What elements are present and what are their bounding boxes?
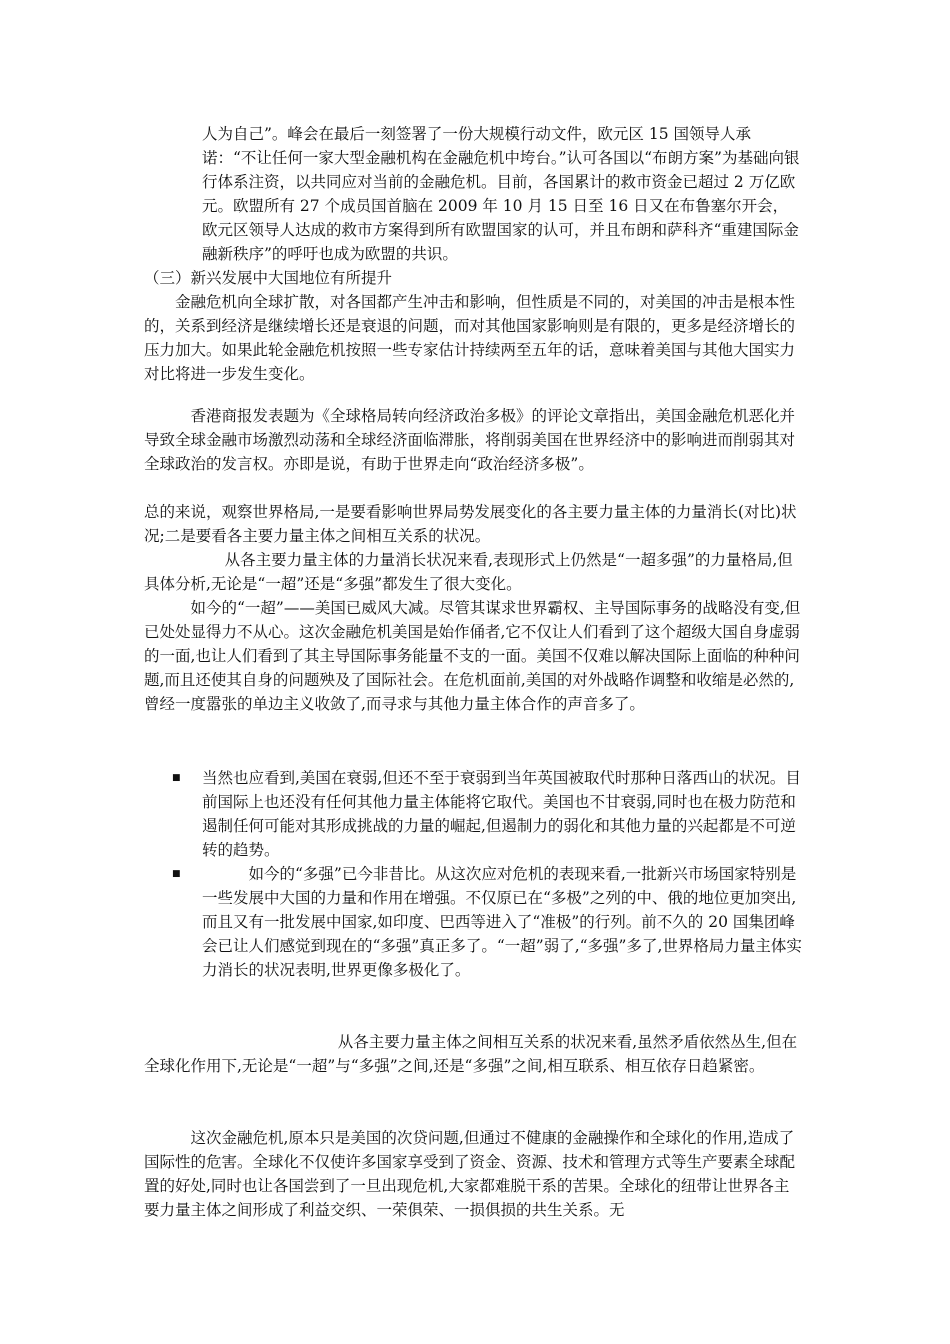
- bullet-text: 如今的“多强”已今非昔比。从这次应对危机的表现来看,一批新兴市场国家特别是一些发展中大国的力量和作用在增强。不仅原已在“多极”之列的中、俄的地位更加突出,而且又有一批发展中国家,如印度、巴西等进入了“准极”的行列。前不久的 20 国集团峰会已让人们感觉到现在的“多强”真正多了。“一超”弱了,“多强”多了,世界格局力量主体实力消长的状况表明,世界更像多极化了。: [202, 865, 802, 979]
- paragraph-power-change: 从各主要力量主体的力量消长状况来看,表现形式上仍然是“一超多强”的力量格局,但具体分析,无论是“一超”还是“多强”都发生了很大变化。: [144, 551, 793, 593]
- bullet-marker: ■: [172, 773, 181, 783]
- paragraph-crisis: 这次金融危机,原本只是美国的次贷问题,但通过不健康的金融操作和全球化的作用,造成了国际性的危害。全球化不仅使许多国家享受到了资金、资源、技术和管理方式等生产要素全球配置的好处,同时也让各国尝到了一旦出现危机,大家都难脱干系的苦果。全球化的纽带让世界各主要力量主体之间形成了利益交织、一荣俱荣、一损俱损的共生关系。无: [144, 1129, 796, 1219]
- paragraph-impact: 金融危机向全球扩散，对各国都产生冲击和影响，但性质是不同的，对美国的冲击是根本性的，关系到经济是继续增长还是衰退的问题，而对其他国家影响则是有限的，更多是经济增长的压力加大。如果此轮金融危机按照一些专家估计持续两至五年的话，意味着美国与其他大国实力对比将进一步发生变化。: [144, 293, 796, 383]
- bullet-text: 当然也应看到,美国在衰弱,但还不至于衰弱到当年英国被取代时那种日落西山的状况。目前国际上也还没有任何其他力量主体能将它取代。美国也不甘衰弱,同时也在极力防范和遏制任何可能对其形成挑战的力量的崛起,但遏制力的弱化和其他力量的兴起都是不可逆转的趋势。: [202, 769, 801, 859]
- paragraph-summary: 总的来说，观察世界格局,一是要看影响世界局势发展变化的各主要力量主体的力量消长(对比)状况;二是要看各主要力量主体之间相互关系的状况。: [144, 503, 797, 545]
- paragraph-superpower: 如今的“一超”——美国已威风大减。尽管其谋求世界霸权、主导国际事务的战略没有变,但已处处显得力不从心。这次金融危机美国是始作俑者,它不仅让人们看到了这个超级大国自身虚弱的一面,也让人们看到了其主导国际事务能量不支的一面。美国不仅难以解决国际上面临的种种问题,而且还使其自身的问题殃及了国际社会。在危机面前,美国的对外战略作调整和收缩是必然的,曾经一度嚣张的单边主义收敛了,而寻求与其他力量主体合作的声音多了。: [144, 599, 801, 713]
- bullet-list: [172, 766, 804, 982]
- bullet-marker: ■: [172, 869, 181, 879]
- list-item: [172, 862, 804, 982]
- list-item: [172, 766, 804, 862]
- section-heading: （三）新兴发展中大国地位有所提升: [144, 269, 393, 287]
- paragraph-hongkong: 香港商报发表题为《全球格局转向经济政治多极》的评论文章指出，美国金融危机恶化并导致全球金融市场激烈动荡和全球经济面临滞胀，将削弱美国在世界经济中的影响进而削弱其对全球政治的发言权。亦即是说，有助于世界走向“政治经济多极”。: [144, 407, 796, 473]
- paragraph-relations: 从各主要力量主体之间相互关系的状况来看,虽然矛盾依然丛生,但在全球化作用下,无论是“一超”与“多强”之间,还是“多强”之间,相互联系、相互依存日趋紧密。: [144, 1033, 798, 1075]
- quote-paragraph: 人为自己”。峰会在最后一刻签署了一份大规模行动文件，欧元区 15 国领导人承诺：“不让任何一家大型金融机构在金融危机中垮台。”认可各国以“布朗方案”为基础向银行体系注资，以共同应对当前的金融危机。目前，各国累计的救市资金已超过 2 万亿欧元。欧盟所有 27 个成员国首脑在 2009 年 10 月 15 日至 16 日又在布鲁塞尔开会，欧元区领导人达成的救市方案得到所有欧盟国家的认可，并且布朗和萨科齐“重建国际金融新秩序”的呼吁也成为欧盟的共识。: [202, 125, 800, 263]
